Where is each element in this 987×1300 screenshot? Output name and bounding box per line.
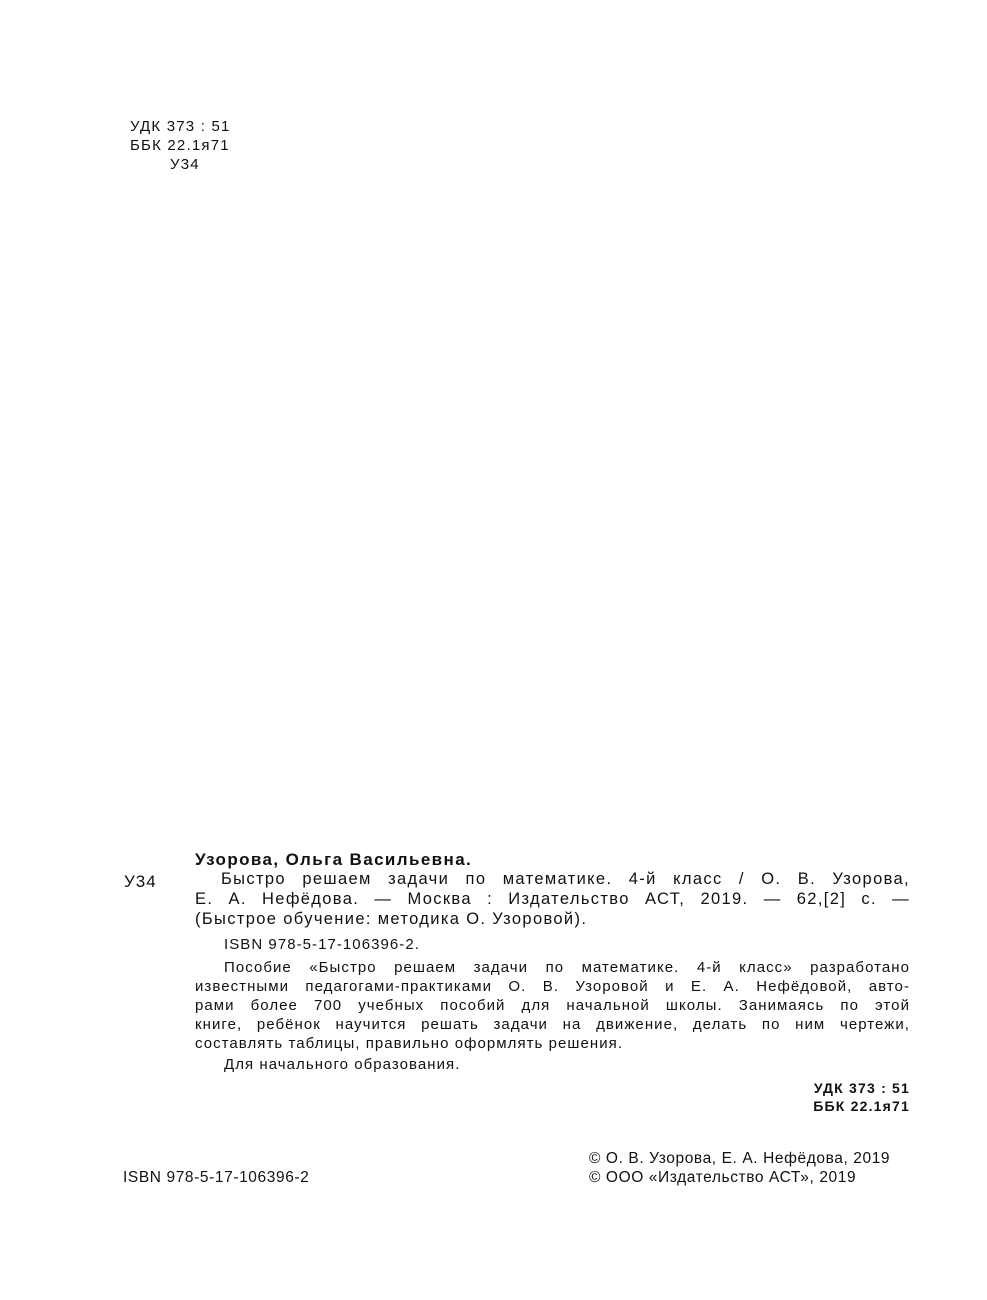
annotation-line-3: рами более 700 учебных пособий для начальной школы. Занимаясь по этой (195, 997, 910, 1014)
udk-code-bold: УДК 373 : 51 (813, 1080, 910, 1096)
audience-note: Для начального образования. (224, 1056, 461, 1073)
annotation-line-2: известными педагогами-практиками О. В. Узоровой и Е. А. Нефёдовой, авто- (195, 978, 910, 995)
card-author: Узорова, Ольга Васильевна. (195, 850, 473, 869)
description-line-3: (Быстрое обучение: методика О. Узоровой). (195, 910, 588, 928)
bbk-code-bold: ББК 22.1я71 (813, 1098, 910, 1114)
card-isbn: ISBN 978-5-17-106396-2. (224, 936, 420, 953)
description-line-2: Е. А. Нефёдова. — Москва : Издательство АСТ, 2019. — 62,[2] с. — (195, 890, 910, 908)
author-mark: У34 (170, 156, 200, 173)
description-line-1: Быстро решаем задачи по математике. 4-й класс / О. В. Узорова, (221, 870, 910, 888)
udk-code: УДК 373 : 51 (130, 118, 231, 135)
annotation-line-1: Пособие «Быстро решаем задачи по математике. 4-й класс» разработано (224, 959, 910, 976)
bbk-code: ББК 22.1я71 (130, 137, 230, 154)
copyright-publisher: © ООО «Издательство АСТ», 2019 (589, 1169, 857, 1186)
annotation-line-4: книге, ребёнок научится решать задачи на движение, делать по ним чертежи, (195, 1016, 910, 1033)
footer-isbn: ISBN 978-5-17-106396-2 (123, 1169, 310, 1186)
copyright-authors: © О. В. Узорова, Е. А. Нефёдова, 2019 (589, 1150, 891, 1167)
card-author-mark: У34 (124, 872, 157, 891)
annotation-line-5: составлять таблицы, правильно оформлять решения. (195, 1035, 624, 1052)
